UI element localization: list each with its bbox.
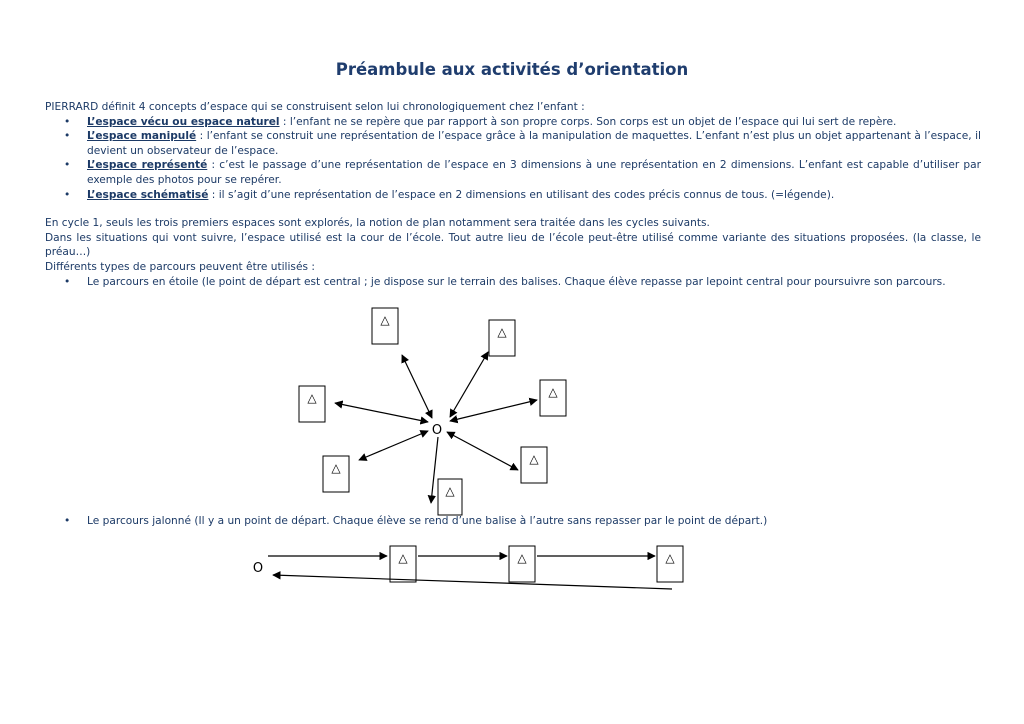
cycle-paragraph: En cycle 1, seuls les trois premiers espaces sont explorés, la notion de plan notamment sera traitée dans les cycles suivants.	[45, 217, 710, 230]
balise-symbol: △	[548, 385, 558, 399]
jalonne-diagram	[253, 546, 683, 589]
arrow	[402, 355, 432, 418]
balise-symbol: △	[665, 551, 675, 565]
arrow	[447, 432, 518, 470]
start-point: O	[252, 561, 264, 576]
concept-text: : l’enfant ne se repère que par rapport à son propre corps. Son corps est un objet de l’espace qui lui sert de repère.	[279, 115, 897, 128]
balise-symbol: △	[331, 461, 341, 475]
types-paragraph: Différents types de parcours peuvent être utilisés :	[45, 260, 315, 273]
balise-symbol: △	[398, 551, 408, 565]
arrow	[450, 400, 537, 421]
bullet: •	[64, 275, 71, 288]
page-title: Préambule aux activités d’orientation	[335, 60, 689, 79]
balise-symbol: △	[307, 391, 317, 405]
balise-symbol: △	[529, 452, 539, 466]
arrow	[359, 431, 428, 460]
balise-symbol: △	[445, 484, 455, 498]
concept-text: : il s’agit d’une représentation de l’espace en 2 dimensions en utilisant des codes précis connus de tous. (=légende).	[208, 188, 835, 201]
arrow	[431, 437, 438, 503]
parcours-etoile-text: Le parcours en étoile (le point de départ est central ; je dispose sur le terrain des balises. Chaque élève repasse par lepoint central pour poursuivre son parcours.	[87, 275, 946, 288]
intro-paragraph: PIERRARD définit 4 concepts d’espace qui se construisent selon lui chronologiquement chez l’enfant :	[45, 101, 585, 113]
concept-text: : l’enfant se construit une représentation de l’espace grâce à la manipulation de maquettes. L’enfant n’est plus un objet appartenant à l’espace, il devient un observateur de l’espace.	[87, 130, 982, 157]
bullet: •	[64, 188, 71, 201]
balise-symbol: △	[517, 551, 527, 565]
bullet: •	[64, 159, 71, 172]
arrow	[273, 575, 672, 589]
concept-term: L’espace vécu ou espace naturel	[87, 115, 280, 128]
concept-term: L’espace représenté	[87, 159, 208, 172]
arrow	[335, 403, 428, 422]
central-point: O	[431, 423, 443, 438]
balise-symbol: △	[497, 325, 507, 339]
parcours-jalonne-text: Le parcours jalonné (Il y a un point de départ. Chaque élève se rend d’une balise à l’autre sans repasser par le point de départ.)	[87, 515, 768, 527]
situations-paragraph: Dans les situations qui vont suivre, l’espace utilisé est la cour de l’école. Tout autre lieu de l’école peut-être utilisé comme variante des situations proposées. (la classe, le préau…)	[45, 231, 981, 259]
concept-text: : c’est le passage d’une représentation de l’espace en 3 dimensions à une représentation en 2 dimensions. L’enfant est capable d’utiliser par exemple des photos pour se repérer.	[87, 159, 981, 186]
concept-term: L’espace schématisé	[87, 188, 209, 201]
bullet: •	[64, 130, 71, 143]
concept-term: L’espace manipulé	[87, 130, 197, 143]
balise-symbol: △	[380, 313, 390, 327]
bullet: •	[64, 515, 71, 527]
star-diagram	[299, 308, 566, 515]
arrow	[450, 352, 488, 417]
bullet: •	[64, 115, 71, 128]
